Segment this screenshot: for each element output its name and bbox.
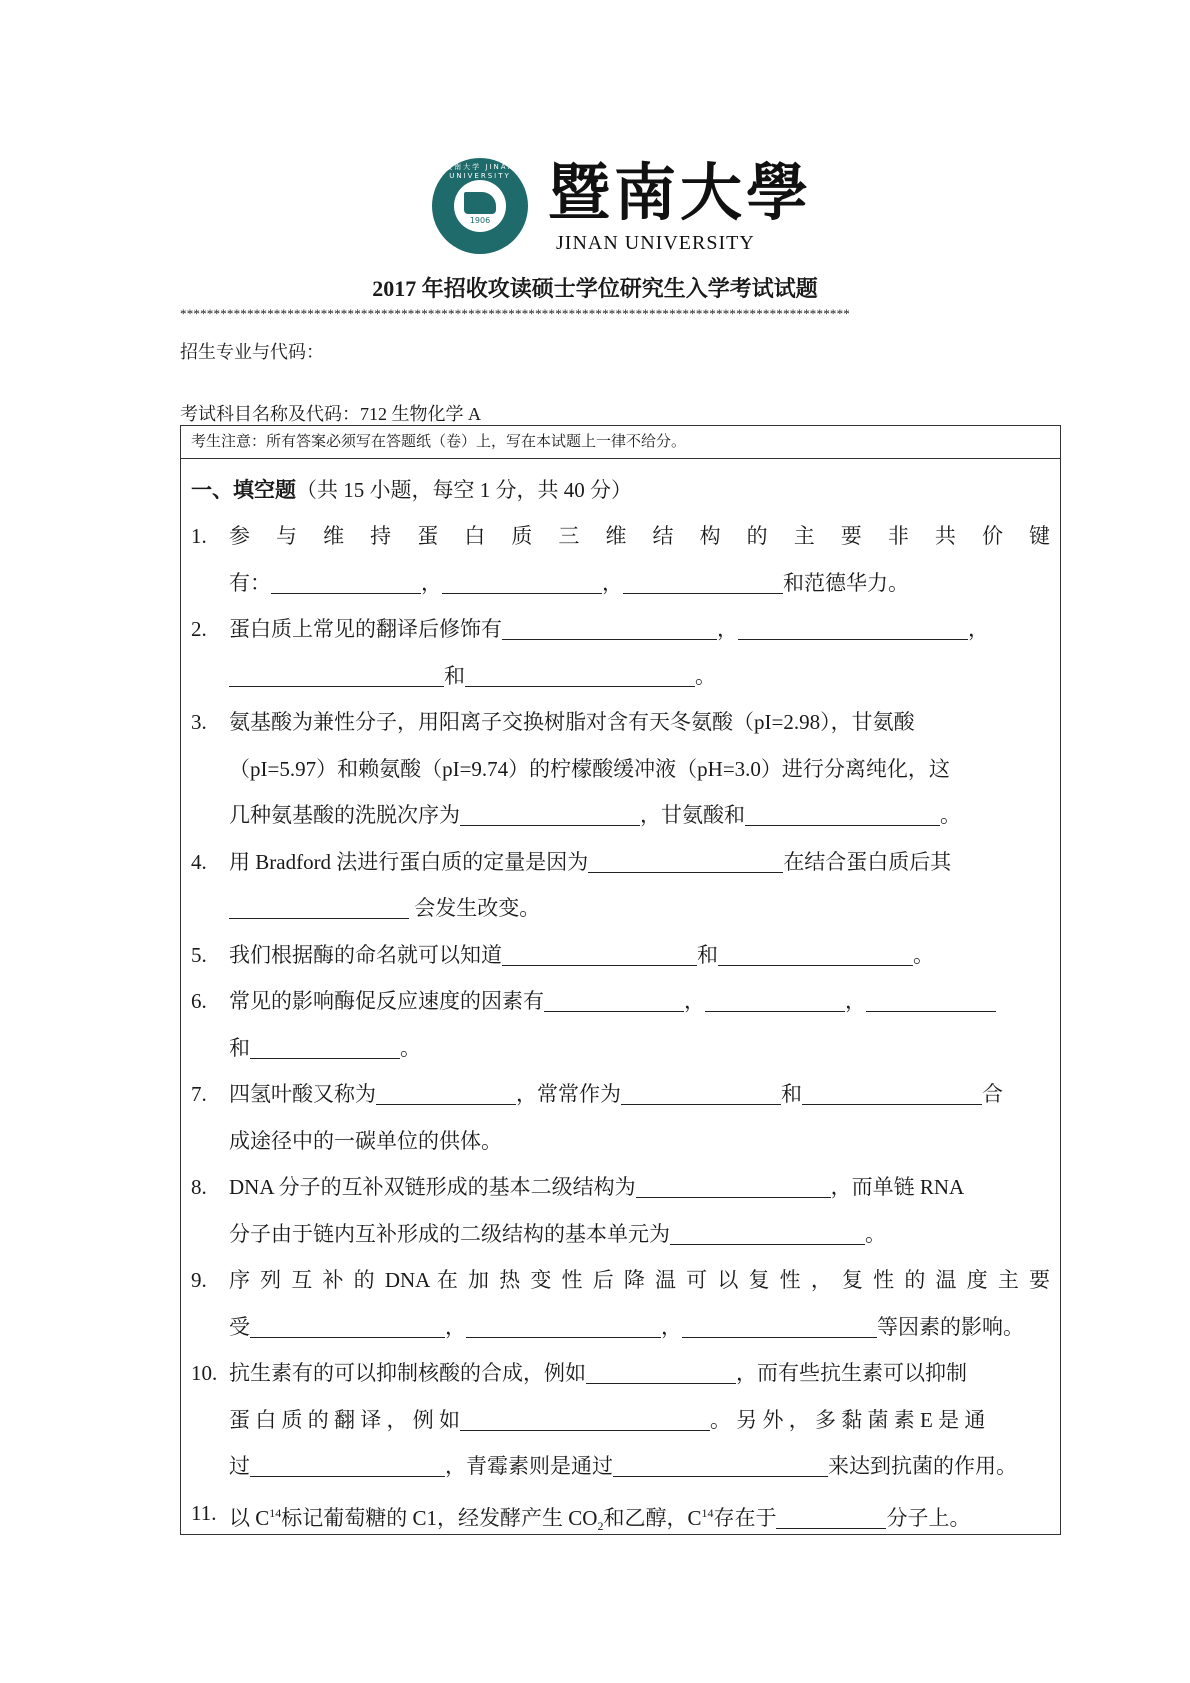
question-number: 2. xyxy=(191,617,207,641)
question-text: ， xyxy=(421,570,442,595)
question-6 xyxy=(191,978,1050,1071)
answer-blank xyxy=(271,565,421,594)
answer-blank xyxy=(866,983,996,1012)
superscript: 14 xyxy=(269,1505,282,1520)
question-5 xyxy=(191,932,1050,979)
subscript: 2 xyxy=(597,1518,604,1533)
question-text: 等因素的影响。 xyxy=(877,1314,1024,1339)
question-text: ， xyxy=(602,570,623,595)
question-number: 9. xyxy=(191,1268,207,1292)
question-text: 。 xyxy=(913,942,934,967)
question-number: 6. xyxy=(191,989,207,1013)
question-text: 和 xyxy=(444,663,465,688)
question-number: 10. xyxy=(191,1361,218,1385)
question-text: 蛋白质上常见的翻译后修饰有 xyxy=(229,617,502,641)
answer-blank xyxy=(621,1076,781,1105)
answer-blank xyxy=(502,611,717,640)
seal-year: 1906 xyxy=(469,216,491,225)
subject-code-label: 考试科目名称及代码：712 生物化学 A xyxy=(180,404,481,424)
question-text: DNA 分子的互补双链形成的基本二级结构为 xyxy=(229,1175,636,1199)
question-number: 4. xyxy=(191,849,207,874)
question-4 xyxy=(191,839,1050,932)
question-number: 5. xyxy=(191,942,207,967)
answer-blank xyxy=(465,658,695,687)
answer-blank xyxy=(250,1448,445,1477)
boat-icon xyxy=(464,192,496,214)
answer-blank xyxy=(442,565,602,594)
answer-blank xyxy=(229,658,444,687)
answer-blank xyxy=(705,983,845,1012)
question-11 xyxy=(191,1490,1050,1550)
major-code-label: 招生专业与代码： xyxy=(180,342,324,362)
question-text: 我们根据酶的命名就可以知道 xyxy=(229,942,502,967)
university-header xyxy=(0,158,1190,258)
answer-blank xyxy=(623,565,783,594)
question-7 xyxy=(191,1071,1050,1164)
question-text: 几种氨基酸的洗脱次序为 xyxy=(229,803,460,827)
university-seal-logo xyxy=(432,158,532,258)
question-1 xyxy=(191,513,1050,606)
question-8 xyxy=(191,1164,1050,1257)
answer-blank xyxy=(745,797,940,826)
question-content xyxy=(181,459,1060,1549)
answer-blank xyxy=(460,797,640,826)
answer-blank xyxy=(776,1500,886,1529)
answer-blank xyxy=(250,1030,400,1059)
answer-blank xyxy=(376,1076,516,1105)
answer-blank xyxy=(586,1355,736,1384)
question-text: 以 C xyxy=(229,1505,270,1530)
question-text: 。 xyxy=(400,1035,421,1060)
question-text: 标记葡萄糖的 C1，经发酵产生 CO xyxy=(281,1505,598,1530)
seal-ring-text: 暨南大学 JINAN UNIVERSITY xyxy=(445,163,515,180)
answer-blank xyxy=(502,937,697,966)
question-text: 用 Bradford 法进行蛋白质的定量是因为 xyxy=(229,849,589,874)
question-3 xyxy=(191,699,1050,839)
question-text: 在结合蛋白质后其 xyxy=(783,849,952,874)
answer-blank xyxy=(460,1402,710,1431)
answer-blank xyxy=(588,844,783,873)
answer-blank xyxy=(636,1169,831,1198)
question-2 xyxy=(191,606,1050,699)
question-text: 分子上。 xyxy=(886,1505,971,1530)
question-text: ， xyxy=(661,1314,682,1339)
question-text: ，而有些抗生素可以抑制 xyxy=(736,1361,967,1385)
question-text: 过 xyxy=(229,1454,250,1478)
answer-blank xyxy=(738,611,968,640)
section-heading xyxy=(191,467,1050,513)
answer-blank xyxy=(613,1448,828,1477)
question-9 xyxy=(191,1257,1050,1350)
superscript: 14 xyxy=(701,1505,714,1520)
answer-blank xyxy=(229,890,409,919)
question-text: 序 列 互 补 的 DNA 在 加 热 变 性 后 降 温 可 以 复 性 ， 复 性 的 温 度 主 要 xyxy=(229,1268,1050,1292)
question-text: ， xyxy=(684,989,705,1013)
question-number: 11. xyxy=(191,1500,217,1525)
question-text: ，而单链 RNA xyxy=(830,1175,965,1199)
star-divider: **************************************************************************************************** xyxy=(180,306,850,321)
question-10 xyxy=(191,1350,1050,1490)
answer-blank xyxy=(250,1309,445,1338)
question-text: 抗生素有的可以抑制核酸的合成，例如 xyxy=(229,1361,586,1385)
examinee-notice: 考生注意：所有答案必须写在答题纸（卷）上，写在本试题上一律不给分。 xyxy=(181,426,1060,459)
question-text: 来达到抗菌的作用。 xyxy=(828,1454,1017,1478)
question-number: 1. xyxy=(191,524,207,548)
question-text: 存在于 xyxy=(713,1505,777,1530)
question-text: ， xyxy=(845,989,866,1013)
question-text: 和乙醇，C xyxy=(603,1505,702,1530)
question-text: 。 xyxy=(940,803,961,827)
answer-blank xyxy=(718,937,913,966)
seal-icon xyxy=(432,158,528,254)
exam-question-box xyxy=(180,425,1061,1535)
question-text: （pI=5.97）和赖氨酸（pI=9.74）的柠檬酸缓冲液（pH=3.0）进行分离纯化，这 xyxy=(229,756,950,781)
question-text: 。 xyxy=(865,1221,886,1246)
question-text: ，常常作为 xyxy=(516,1082,621,1106)
question-text: 。 xyxy=(695,663,716,688)
answer-blank xyxy=(802,1076,982,1105)
question-number: 7. xyxy=(191,1082,207,1106)
question-text: ， xyxy=(968,617,989,641)
section-title: 一、填空题 xyxy=(191,478,296,502)
question-text: 有： xyxy=(229,570,271,595)
question-text: 四氢叶酸又称为 xyxy=(229,1082,376,1106)
university-name-chinese: 暨南大學 xyxy=(548,156,813,229)
section-description: （共 15 小题，每空 1 分，共 40 分） xyxy=(296,478,632,502)
question-text: 合 xyxy=(982,1082,1003,1106)
university-name-english: JINAN UNIVERSITY xyxy=(556,232,755,254)
question-text: 受 xyxy=(229,1314,250,1339)
answer-blank xyxy=(682,1309,877,1338)
question-text: ，青霉素则是通过 xyxy=(445,1454,613,1478)
question-text: ，甘氨酸和 xyxy=(640,803,745,827)
question-text: 和范德华力。 xyxy=(783,570,909,595)
question-text: 。 另 外 ， 多 黏 菌 素 E 是 通 xyxy=(710,1407,986,1432)
answer-blank xyxy=(466,1309,661,1338)
question-text: 分子由于链内互补形成的二级结构的基本单元为 xyxy=(229,1221,670,1246)
question-text: 和 xyxy=(697,942,718,967)
question-text: 会发生改变。 xyxy=(409,896,541,920)
question-number: 3. xyxy=(191,710,207,734)
question-text: 参 与 维 持 蛋 白 质 三 维 结 构 的 主 要 非 共 价 键 xyxy=(229,524,1050,548)
question-text: 蛋 白 质 的 翻 译 ， 例 如 xyxy=(229,1407,460,1432)
question-text: 常见的影响酶促反应速度的因素有 xyxy=(229,989,544,1013)
question-text: 和 xyxy=(229,1035,250,1060)
question-text: 氨基酸为兼性分子，用阳离子交换树脂对含有天冬氨酸（pI=2.98），甘氨酸 xyxy=(229,710,915,734)
question-text: ， xyxy=(445,1314,466,1339)
question-text: 成途径中的一碳单位的供体。 xyxy=(229,1128,502,1153)
question-text: ， xyxy=(717,617,738,641)
question-number: 8. xyxy=(191,1175,207,1199)
answer-blank xyxy=(544,983,684,1012)
exam-title: 2017 年招收攻读硕士学位研究生入学考试试题 xyxy=(372,276,818,301)
question-text: 和 xyxy=(781,1082,802,1106)
answer-blank xyxy=(670,1216,865,1245)
